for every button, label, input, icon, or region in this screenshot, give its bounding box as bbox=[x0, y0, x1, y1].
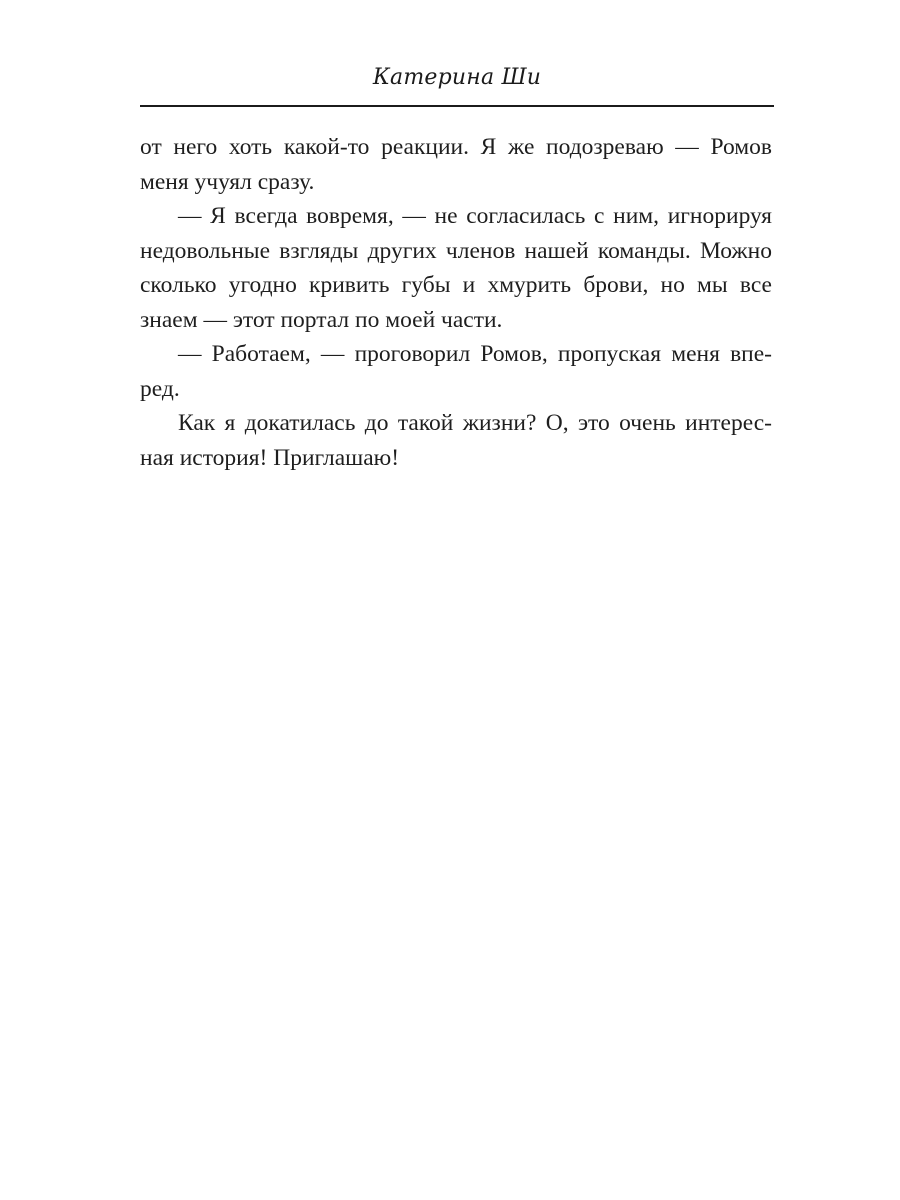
text-line: знаем — этот портал по моей части. bbox=[140, 306, 503, 333]
text-line: сколько угодно кривить губы и хмурить брови, но мы все bbox=[140, 272, 772, 298]
header-divider bbox=[140, 105, 774, 107]
text-line: недовольные взгляды других членов нашей команды. Можно bbox=[140, 237, 772, 264]
text-line: — Я всегда вовремя, — не согласилась с ним, игнорируя bbox=[178, 203, 772, 229]
text-line: ная история! Приглашаю! bbox=[140, 444, 400, 471]
text-line: — Работаем, — проговорил Ромов, пропуская меня впе- bbox=[178, 341, 772, 367]
text-line: Как я докатилась до такой жизни? О, это очень интерес- bbox=[178, 410, 772, 436]
text-line: от него хоть какой-то реакции. Я же подозреваю — Ромов bbox=[140, 134, 772, 160]
body-text bbox=[140, 130, 772, 475]
running-header-author: Катерина Ши bbox=[372, 65, 542, 90]
text-line: ред. bbox=[140, 375, 180, 402]
text-line: меня учуял сразу. bbox=[140, 168, 315, 195]
